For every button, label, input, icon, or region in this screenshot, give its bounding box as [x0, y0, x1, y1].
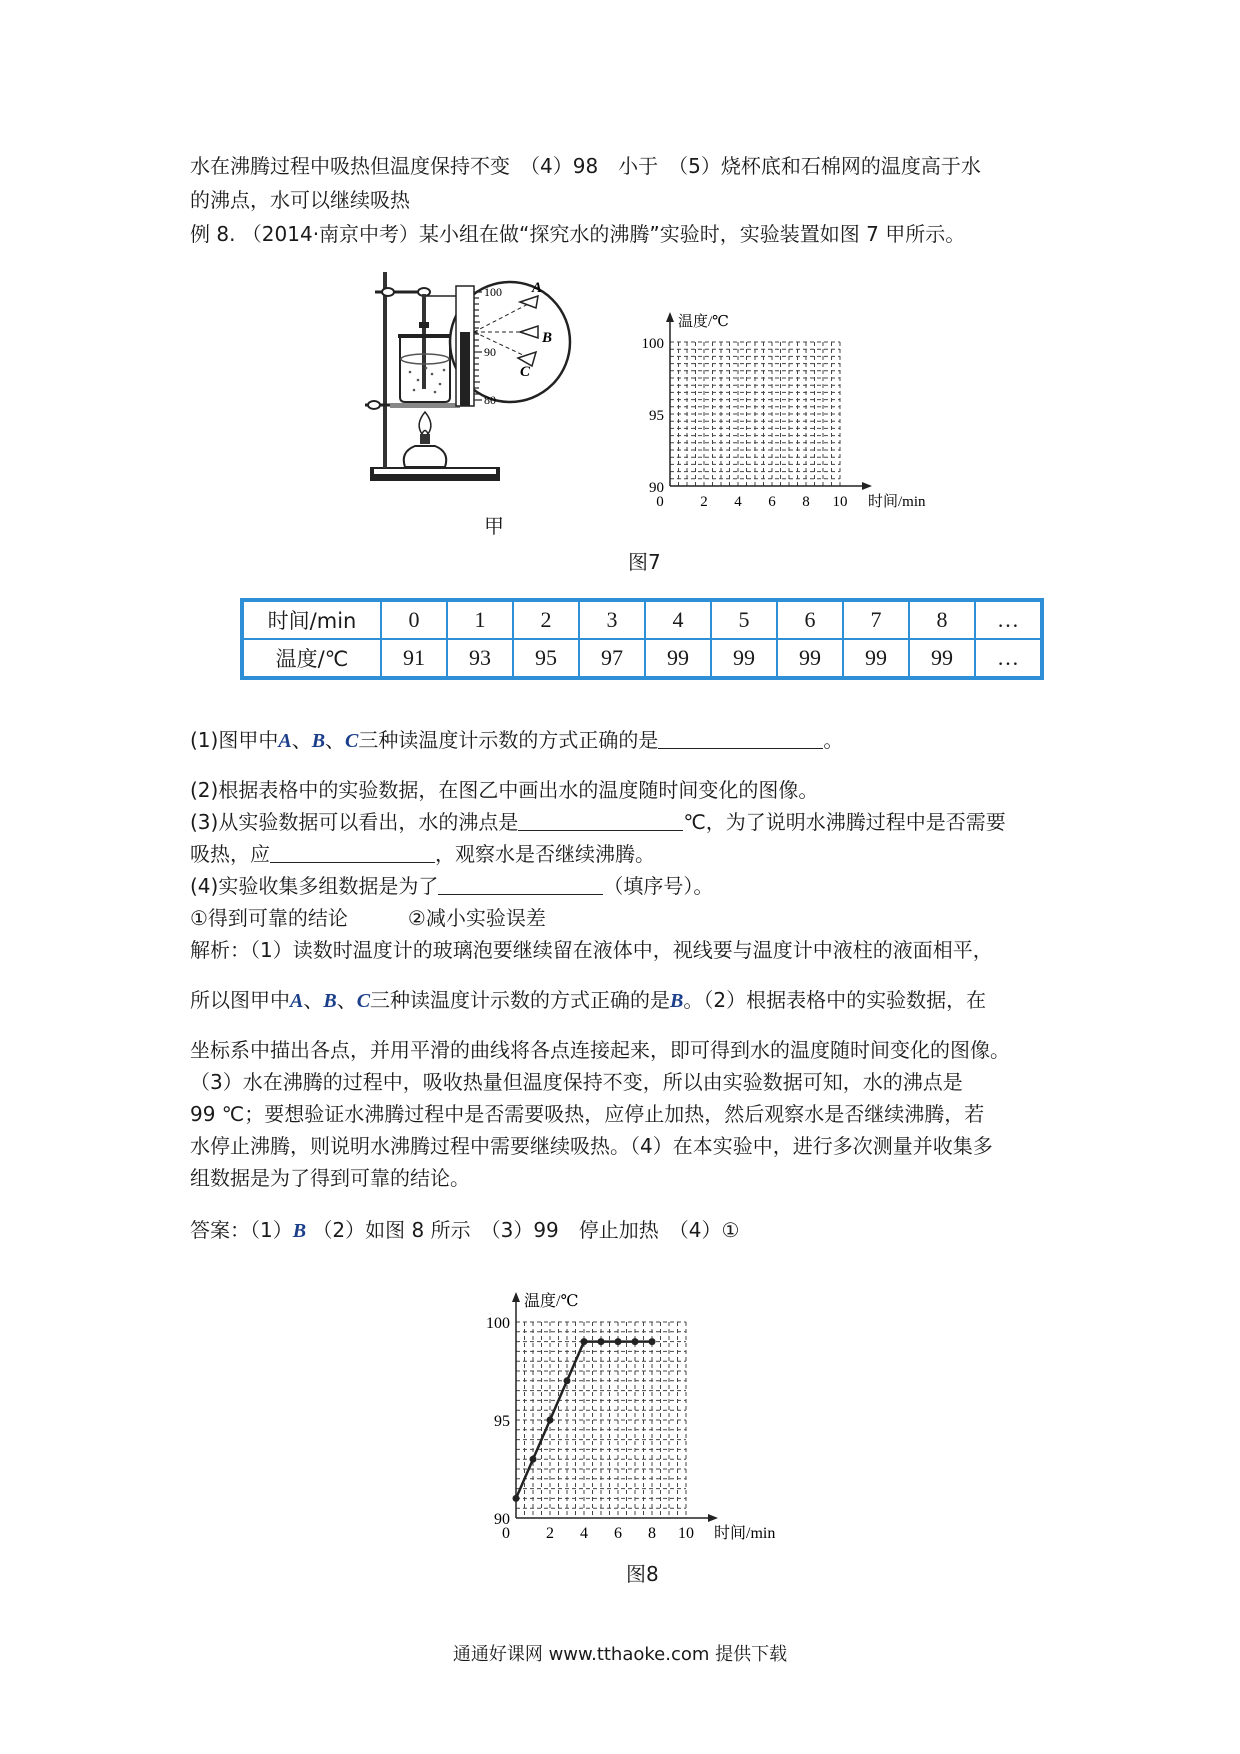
- x-tick-label: 8: [802, 494, 810, 510]
- q3-b: ℃，为了说明水沸腾过程中是否需要: [683, 810, 1006, 834]
- table-cell: 1: [447, 600, 513, 639]
- a2-sep: 、: [303, 988, 324, 1012]
- x-tick-label: 0: [502, 1525, 510, 1542]
- footer: 通通好课网 www.tthaoke.com 提供下载: [452, 1644, 788, 1665]
- thermometer-stem: [422, 294, 426, 389]
- question-2: (2)根据表格中的实验数据，在图乙中画出水的温度随时间变化的图像。: [190, 778, 819, 802]
- y-tick-label: 100: [641, 336, 664, 352]
- liquid-column: [460, 332, 470, 406]
- a2-sep: 、: [336, 988, 357, 1012]
- data-point: [581, 1338, 588, 1345]
- x-axis-arrow-icon: [862, 482, 872, 490]
- table-cell: 2: [513, 600, 579, 639]
- data-point: [530, 1456, 537, 1463]
- y-tick-label: 100: [486, 1315, 510, 1332]
- q1-b: B: [311, 730, 326, 752]
- a2-mid: 三种读温度计示数的方式正确的是: [370, 988, 671, 1012]
- data-point: [513, 1495, 520, 1502]
- temperature-time-chart: [470, 1290, 820, 1550]
- analysis-line-2: [190, 984, 1060, 1017]
- scale-90: 90: [484, 345, 496, 359]
- y-tick-label: 95: [649, 408, 664, 424]
- a2-answer-b: B: [670, 990, 684, 1012]
- y-tick-label: 90: [649, 480, 664, 496]
- a2-c: C: [356, 990, 371, 1012]
- x-tick-label: 8: [648, 1525, 656, 1542]
- table-cell: 99: [645, 639, 711, 678]
- table-cell: 97: [579, 639, 645, 678]
- q3-a: (3)从实验数据可以看出，水的沸点是: [190, 810, 519, 834]
- q4-a: (4)实验收集多组数据是为了: [190, 874, 439, 898]
- apparatus-figure: [360, 262, 660, 492]
- scale-100: 100: [484, 285, 502, 299]
- y-axis-arrow-icon: [666, 312, 674, 322]
- data-table: [240, 598, 1044, 680]
- q1-pre: (1)图甲中: [190, 728, 279, 752]
- table-cell: 3: [579, 600, 645, 639]
- bubbles: [409, 367, 446, 394]
- analysis-line-7: 组数据是为了得到可靠的结论。: [190, 1166, 470, 1190]
- answer-post: （2）如图 8 所示 （3）99 停止加热 （4）①: [312, 1218, 740, 1242]
- table-cell: 95: [513, 639, 579, 678]
- label-jia: 甲: [484, 514, 504, 538]
- question-4-options: ①得到可靠的结论 ②减小实验误差: [190, 906, 546, 930]
- table-cell: 99: [711, 639, 777, 678]
- answer-blank: [438, 872, 603, 895]
- q1-post: 三种读温度计示数的方式正确的是: [358, 728, 659, 752]
- table-cell: 4: [645, 600, 711, 639]
- answer-b: B: [292, 1220, 307, 1242]
- thermometer-cap: [419, 322, 429, 328]
- table-cell: 99: [843, 639, 909, 678]
- q1-end: 。: [823, 728, 844, 752]
- y-tick-label: 95: [494, 1413, 510, 1430]
- data-point: [564, 1377, 571, 1384]
- a2-a: A: [290, 990, 304, 1012]
- a2-pre: 所以图甲中: [190, 988, 290, 1012]
- table-header-time: 时间/min: [242, 600, 381, 639]
- answer-blank: [658, 726, 823, 749]
- question-4: [190, 870, 1060, 902]
- table-cell: …: [975, 600, 1042, 639]
- answer-blank: [270, 840, 435, 863]
- x-tick-label: 2: [546, 1525, 554, 1542]
- table-cell: 7: [843, 600, 909, 639]
- label-c: C: [520, 364, 531, 380]
- analysis-line-1: 解析：（1）读数时温度计的玻璃泡要继续留在液体中，视线要与温度计中液柱的液面相平，: [190, 938, 993, 962]
- answer-blank: [518, 808, 683, 831]
- ring-clamp-knob: [368, 401, 380, 409]
- table-cell: 91: [381, 639, 447, 678]
- table-row-time: [242, 600, 1042, 639]
- analysis-line-6: 水停止沸腾，则说明水沸腾过程中需要继续吸热。（4）在本实验中，进行多次测量并收集多: [190, 1134, 993, 1158]
- table-cell: …: [975, 639, 1042, 678]
- question-1: [190, 724, 1060, 757]
- gauze: [390, 403, 460, 408]
- x-tick-label: 6: [768, 494, 776, 510]
- q4-b: （填序号）。: [603, 874, 714, 898]
- empty-graph: [630, 296, 930, 536]
- label-a: A: [532, 280, 543, 296]
- flame: [419, 412, 431, 434]
- q3-c: 吸热，应: [190, 842, 270, 866]
- upper-clamp-knob: [382, 288, 394, 296]
- x-tick-label: 10: [678, 1525, 694, 1542]
- table-cell: 8: [909, 600, 975, 639]
- x-axis-label: 时间/min: [714, 1525, 776, 1542]
- table-cell: 6: [777, 600, 843, 639]
- x-tick-label: 4: [580, 1525, 588, 1542]
- x-tick-label: 10: [832, 494, 848, 510]
- q3-d: ，观察水是否继续沸腾。: [435, 842, 655, 866]
- answer-pre: 答案：（1）: [190, 1218, 293, 1242]
- question-3-line-2: [190, 838, 1060, 870]
- y-axis-arrow-icon: [512, 1292, 520, 1302]
- data-point: [649, 1338, 656, 1345]
- data-point: [615, 1338, 622, 1345]
- q1-sep: 、: [325, 728, 346, 752]
- beaker-lid: [398, 334, 452, 338]
- x-tick-label: 6: [614, 1525, 622, 1542]
- alcohol-burner: [404, 446, 447, 467]
- x-axis-label: 时间/min: [868, 494, 926, 510]
- analysis-line-3: 坐标系中描出各点，并用平滑的曲线将各点连接起来，即可得到水的温度随时间变化的图像。: [190, 1038, 1010, 1062]
- fig7-caption: 图7: [628, 550, 661, 574]
- y-axis-label: 温度/℃: [678, 314, 729, 330]
- x-tick-label: 2: [700, 494, 708, 510]
- example-intro: 例 8. （2014·南京中考）某小组在做“探究水的沸腾”实验时，实验装置如图 7 甲所示。: [190, 222, 966, 246]
- table-cell: 93: [447, 639, 513, 678]
- table-cell: 5: [711, 600, 777, 639]
- a2-b: B: [323, 990, 337, 1012]
- table-cell: 0: [381, 600, 447, 639]
- scale-80: 80: [484, 393, 496, 407]
- analysis-line-5: 99 ℃；要想验证水沸腾过程中是否需要吸热，应停止加热，然后观察水是否继续沸腾，若: [190, 1102, 985, 1126]
- fig8-caption: 图8: [626, 1562, 659, 1586]
- prev-answer-line-2: 的沸点，水可以继续吸热: [190, 188, 410, 212]
- a2-post: 。（2）根据表格中的实验数据，在: [683, 988, 987, 1012]
- q1-sep: 、: [291, 728, 312, 752]
- analysis-line-4: （3）水在沸腾的过程中，吸收热量但温度保持不变，所以由实验数据可知，水的沸点是: [190, 1070, 963, 1094]
- stand-rod: [383, 272, 387, 468]
- y-axis-label: 温度/℃: [524, 1293, 579, 1310]
- table-cell: 99: [909, 639, 975, 678]
- q1-a: A: [278, 730, 292, 752]
- y-tick-label: 90: [494, 1511, 510, 1528]
- q1-c: C: [345, 730, 359, 752]
- answer-line: [190, 1214, 1060, 1247]
- table-header-temp: 温度/℃: [242, 639, 381, 678]
- x-axis-arrow-icon: [708, 1514, 718, 1522]
- data-point: [547, 1417, 554, 1424]
- stand-base-highlight: [374, 469, 496, 474]
- x-tick-label: 4: [734, 494, 742, 510]
- data-point: [598, 1338, 605, 1345]
- burner-wick: [420, 434, 430, 444]
- label-b: B: [542, 330, 553, 346]
- table-row-temp: [242, 639, 1042, 678]
- table-cell: 99: [777, 639, 843, 678]
- data-point: [632, 1338, 639, 1345]
- x-tick-label: 0: [656, 494, 664, 510]
- prev-answer-line-1: 水在沸腾过程中吸热但温度保持不变 （4）98 小于 （5）烧杯底和石棉网的温度高于水: [190, 154, 981, 178]
- question-3-line-1: [190, 806, 1060, 838]
